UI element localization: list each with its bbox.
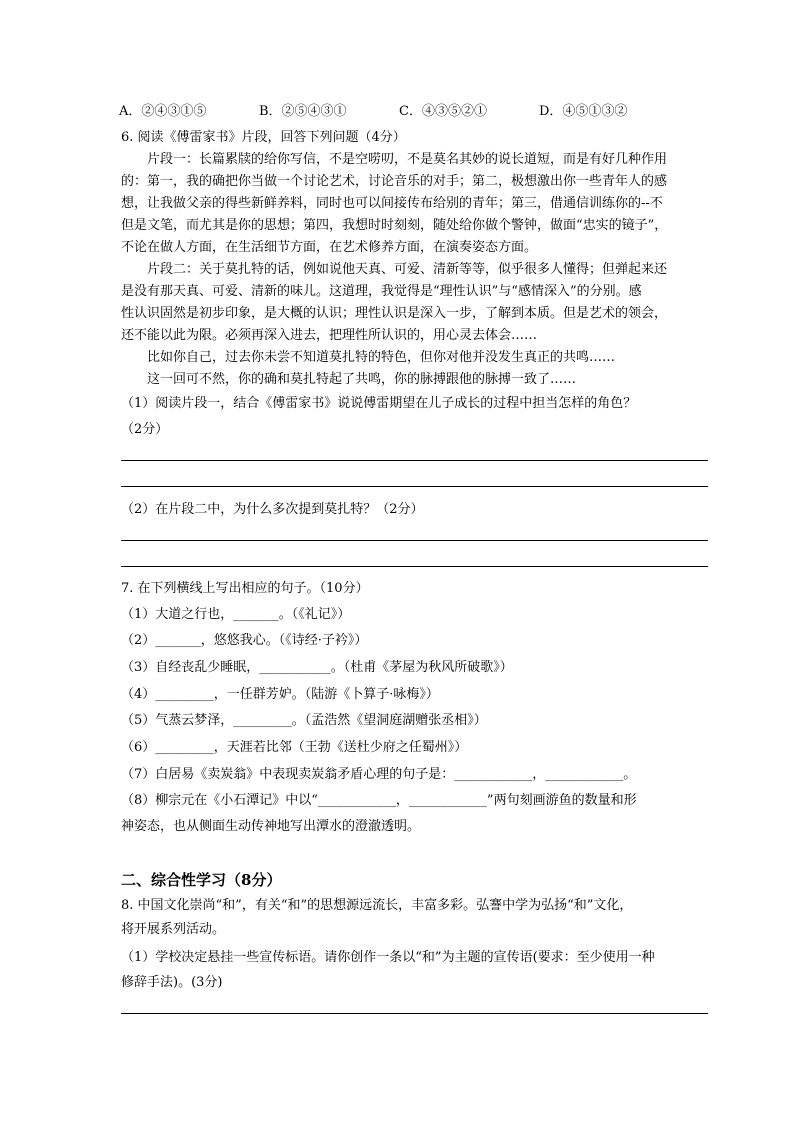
passage-2-line: 还不能以此为限。必须再深入进去，把理性所认识的，用心灵去体会…… bbox=[121, 328, 538, 343]
fill-blank-item: （8）柳宗元在《小石潭记》中以“____________，____________”两句刻画游鱼的数量和形 bbox=[121, 793, 637, 808]
option-d: D．④⑤①③② bbox=[539, 104, 628, 119]
question-8-line: 将开展系列活动。 bbox=[121, 922, 226, 937]
answer-line[interactable] bbox=[121, 540, 708, 541]
question-8-sub1-line: 修辞手法)。(3分) bbox=[121, 975, 223, 990]
passage-2-line: 片段二：关于莫扎特的话，例如说他天真、可爱、清新等等，似乎很多人懂得；但弹起来还 bbox=[147, 262, 668, 277]
passage-2-line: 是没有那天真、可爱、清新的味儿。这道理，我觉得是“理性认识”与“感情深入”的分别。感 bbox=[121, 284, 642, 299]
fill-blank-item: （6）_________，天涯若比邻（王勃《送杜少府之任蜀州》） bbox=[121, 740, 468, 755]
option-b: B．②⑤④③① bbox=[259, 104, 347, 119]
option-c: C．④③⑤②① bbox=[399, 104, 487, 119]
question-6-sub2: （2）在片段二中，为什么多次提到莫扎特？（2分） bbox=[121, 502, 424, 517]
passage-1-line: 想，让我做父亲的得些新鲜养料，同时也可以间接传布给别的青年；第三，借通信训练你的--不 bbox=[121, 196, 663, 211]
fill-blank-item: （5）气蒸云梦泽，_________。（孟浩然《望洞庭湖赠张丞相》） bbox=[121, 713, 487, 728]
answer-line[interactable] bbox=[121, 566, 708, 567]
answer-line[interactable] bbox=[121, 1013, 708, 1014]
fill-blank-item: （3）自经丧乱少睡眠，___________。（杜甫《茅屋为秋风所破歌》） bbox=[121, 660, 513, 675]
passage-1-line: 片段一：长篇累牍的给你写信，不是空唠叨，不是莫名其妙的说长道短，而是有好几种作用 bbox=[147, 152, 668, 167]
fill-blank-item: （2）_______，悠悠我心。（《诗经·子衿》） bbox=[121, 633, 368, 648]
question-6-sub1-score: （2分） bbox=[121, 422, 169, 437]
fill-blank-item: （1）大道之行也，_______。（《礼记》） bbox=[121, 607, 351, 622]
question-8-sub1-line: （1）学校决定悬挂一些宣传标语。请你创作一条以“和”为主题的宣传语(要求：至少使用一种 bbox=[121, 950, 655, 965]
passage-2-line: 性认识固然是初步印象，是大概的认识；理性认识是深入一步，了解到本质。但是艺术的领会， bbox=[121, 306, 668, 321]
passage-3-line: 比如你自己，过去你未尝不知道莫扎特的特色，但你对他并没发生真正的共鸣…… bbox=[147, 350, 616, 365]
answer-line[interactable] bbox=[121, 486, 708, 487]
question-8-line: 8. 中国文化崇尚“和”，有关“和”的思想源远流长，丰富多彩。弘謇中学为弘扬“和”文化， bbox=[121, 898, 633, 913]
section-2-heading: 二、综合性学习（8分） bbox=[121, 871, 282, 889]
passage-1-line: 但是文笔，而尤其是你的思想；第四，我想时时刻刻，随处给你做个警钟，做面“忠实的镜子”， bbox=[121, 218, 668, 233]
question-6-title: 6. 阅读《傅雷家书》片段，回答下列问题（4分） bbox=[121, 130, 406, 145]
fill-blank-item-continued: 神姿态，也从侧面生动传神地写出潭水的澄澈透明。 bbox=[121, 819, 421, 834]
question-6-sub1: （1）阅读片段一，结合《傅雷家书》说说傅雷期望在儿子成长的过程中担当怎样的角色？ bbox=[121, 396, 637, 411]
fill-blank-item: （7）白居易《卖炭翁》中表现卖炭翁矛盾心理的句子是：____________，____________。 bbox=[121, 767, 637, 782]
passage-1-line: 的：第一，我的确把你当做一个讨论艺术，讨论音乐的对手；第二，极想激出你一些青年人的感 bbox=[121, 174, 668, 189]
question-7-title: 7. 在下列横线上写出相应的句子。（10分） bbox=[121, 581, 369, 596]
option-a: A．②④③①⑤ bbox=[119, 104, 207, 119]
passage-4-line: 这一回可不然，你的确和莫扎特起了共鸣，你的脉搏跟他的脉搏一致了…… bbox=[147, 372, 577, 387]
fill-blank-item: （4）_________，一任群芳妒。（陆游《卜算子·咏梅》） bbox=[121, 687, 439, 702]
answer-line[interactable] bbox=[121, 460, 708, 461]
passage-1-line: 不论在做人方面，在生活细节方面，在艺术修养方面，在演奏姿态方面。 bbox=[121, 240, 538, 255]
